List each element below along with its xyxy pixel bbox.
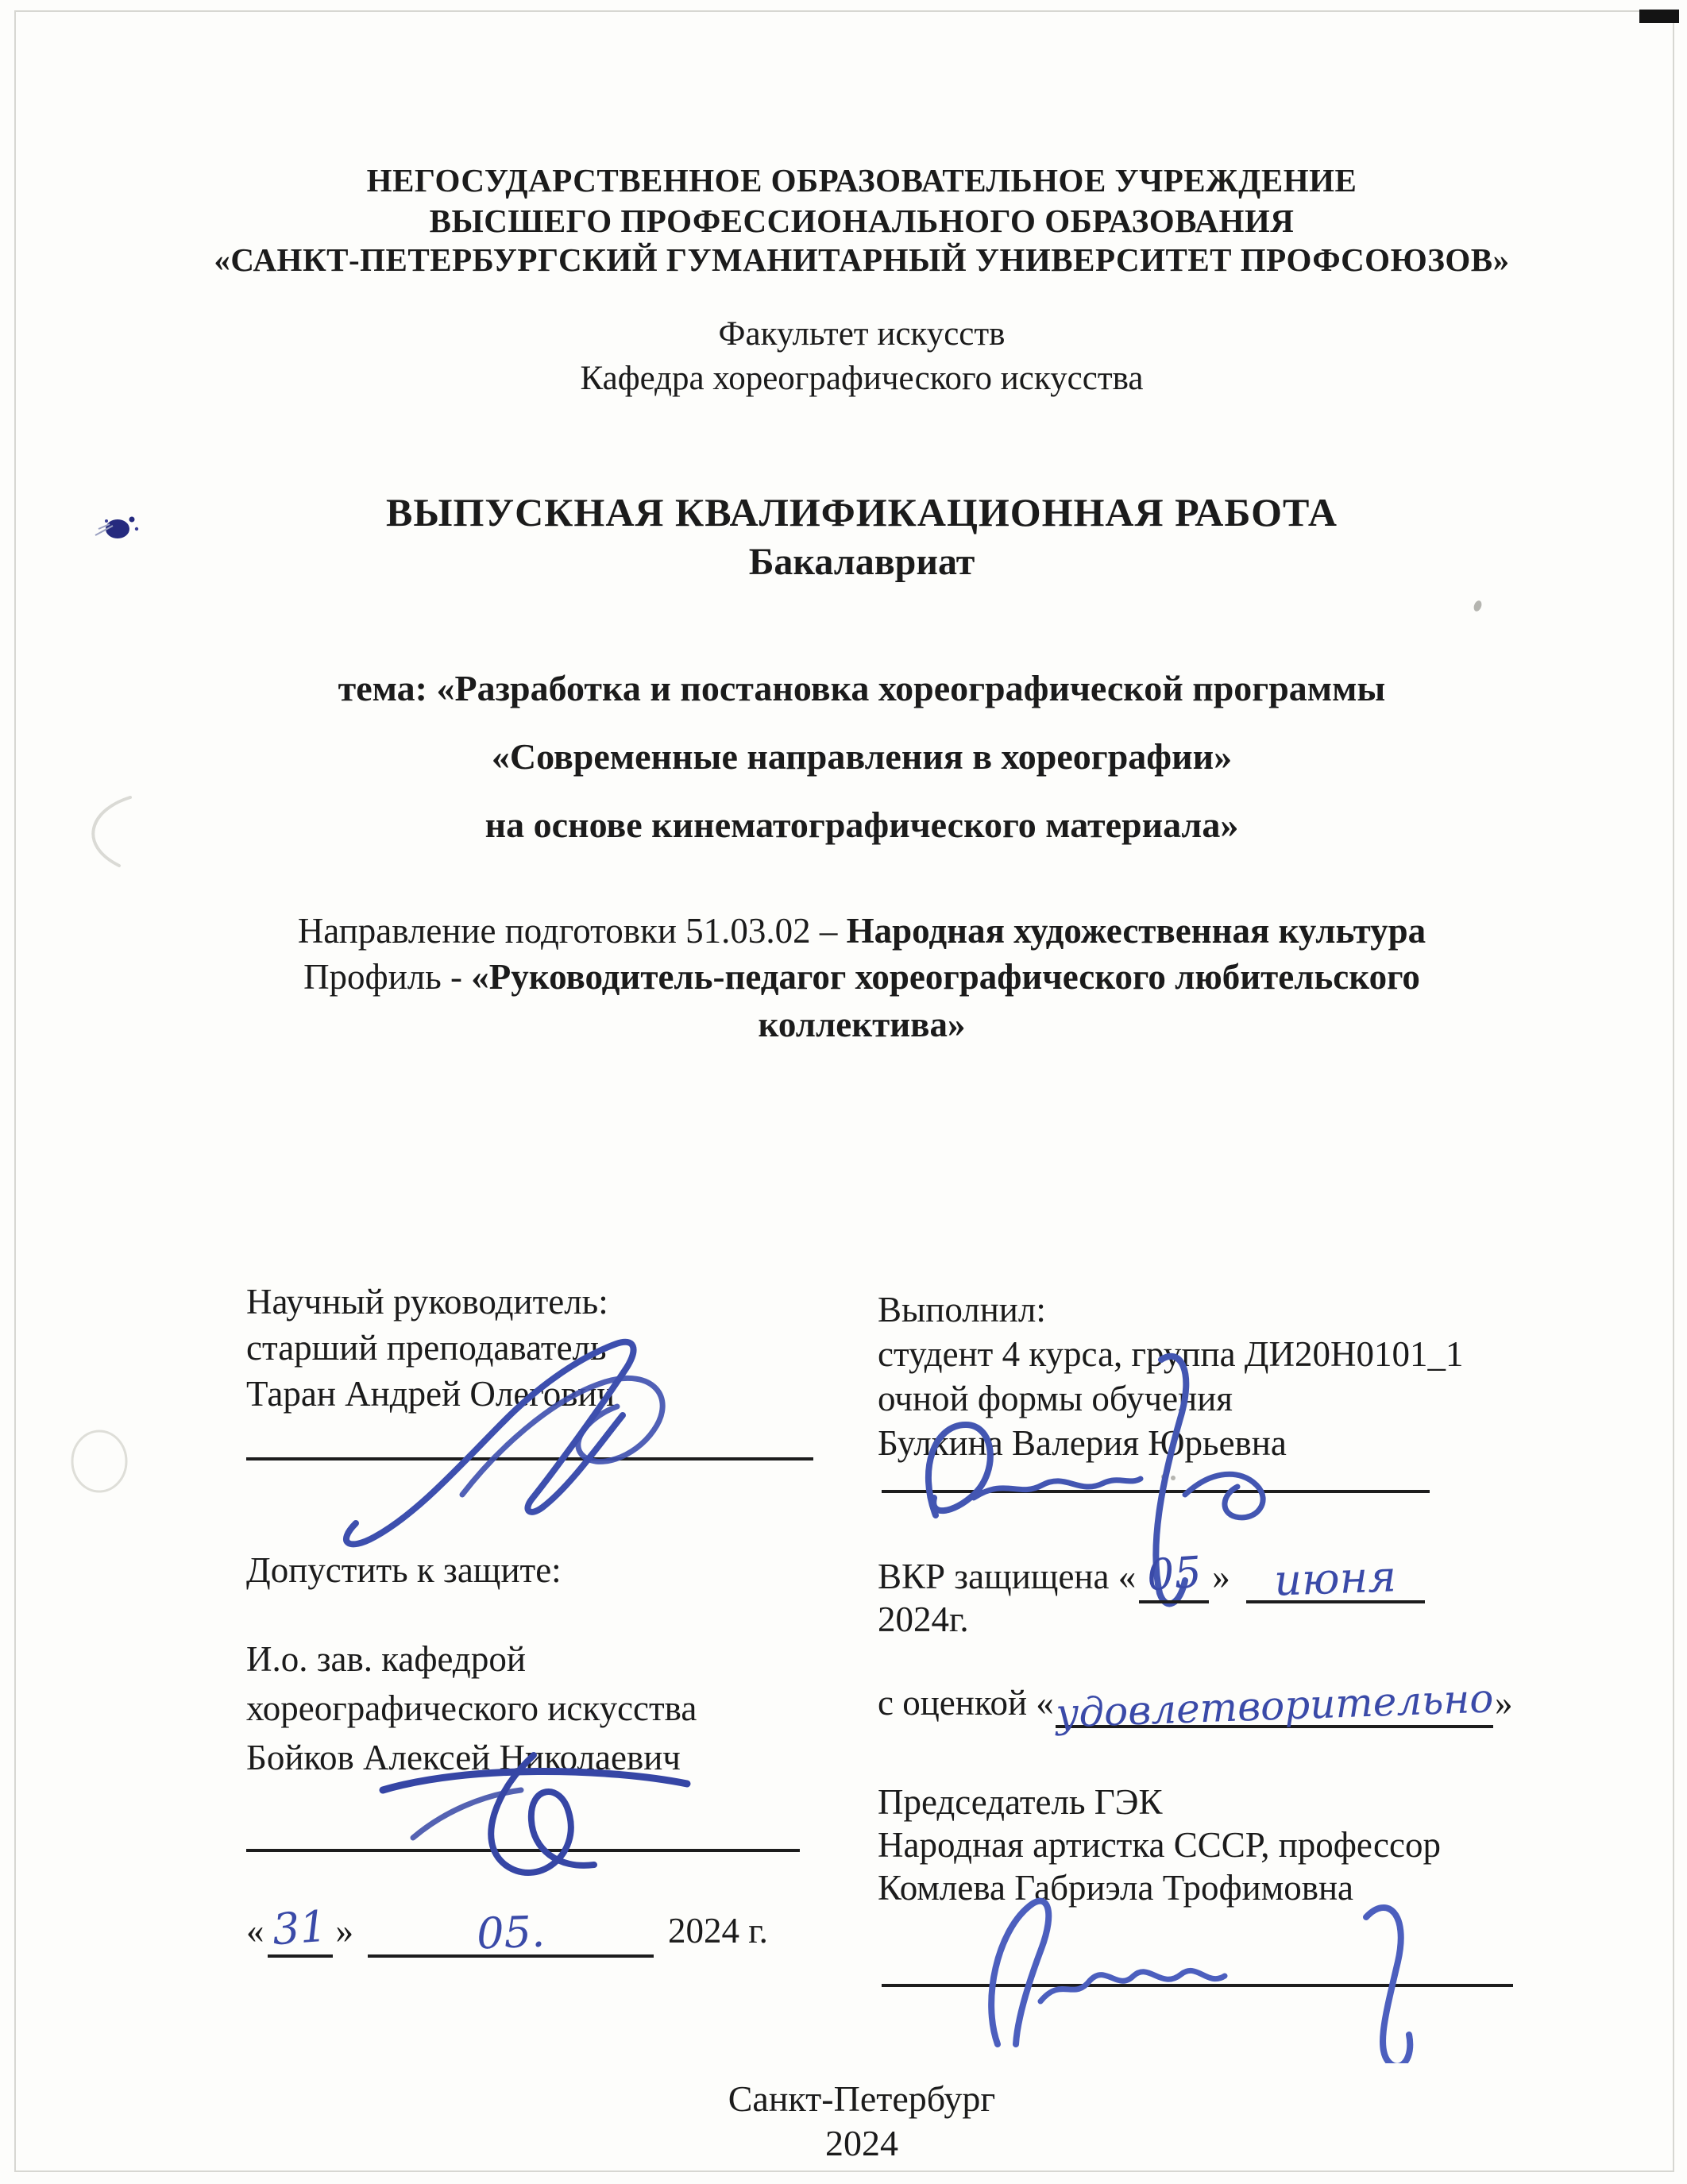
footer-year: 2024: [825, 2123, 898, 2163]
theme-line1: тема: «Разработка и постановка хореографической программы: [338, 668, 1386, 708]
footer-city: Санкт-Петербург: [728, 2078, 996, 2119]
admission-position2: хореографического искусства: [246, 1688, 697, 1728]
defense-month-handwritten: июня: [1273, 1551, 1398, 1606]
direction-value: Народная художественная культура: [846, 911, 1426, 951]
admission-day-slot: [268, 1900, 333, 1958]
author-detail2: очной формы обучения: [878, 1379, 1233, 1418]
grade-slot: [1055, 1675, 1495, 1737]
direction-line: [64, 910, 1660, 951]
author-label: Выполнил:: [878, 1290, 1046, 1329]
grade-close-quote: »: [1495, 1683, 1513, 1723]
grade-handwritten: удовлетворительно: [1055, 1675, 1495, 1737]
admission-name: Бойков Алексей Николаевич: [246, 1738, 681, 1777]
chairman-name: Комлева Габриэла Трофимовна: [878, 1868, 1354, 1908]
admission-open-quote: «: [246, 1911, 264, 1951]
defense-date-row: [878, 1546, 1425, 1606]
admission-position1: И.о. зав. кафедрой: [246, 1639, 526, 1679]
supervisor-signature: [342, 1334, 755, 1557]
defense-month-slot: [1246, 1549, 1425, 1606]
supervisor-position: старший преподаватель: [246, 1328, 607, 1368]
admission-date-row: [246, 1900, 768, 1959]
defense-close-quote: »: [1212, 1557, 1230, 1596]
degree-level: Бакалавриат: [748, 541, 975, 583]
defense-day-slot: [1139, 1546, 1209, 1603]
scan-speck: [1473, 600, 1483, 612]
faculty-line: Факультет искусств: [718, 315, 1006, 353]
theme-line2: «Современные направления в хореографии»: [491, 736, 1233, 777]
theme-line3: на основе кинематографического материала»: [484, 805, 1239, 845]
author-detail1: студент 4 курса, группа ДИ20Н0101_1: [878, 1334, 1464, 1374]
profile-line1: [64, 956, 1660, 997]
profile-value-line2: коллектива»: [758, 1005, 966, 1044]
chairman-label: Председатель ГЭК: [878, 1782, 1163, 1822]
admission-close-quote: »: [335, 1911, 353, 1951]
admission-day-handwritten: 31: [270, 1900, 329, 1955]
supervisor-name: Таран Андрей Олегович: [246, 1374, 616, 1414]
chairman-signature: [921, 1889, 1493, 2063]
profile-value-line1: «Руководитель-педагог хореографического любительского: [471, 957, 1420, 997]
scan-corner-mark: [1639, 10, 1679, 23]
department-line: Кафедра хореографического искусства: [580, 360, 1144, 397]
grade-prefix: с оценкой «: [878, 1683, 1054, 1723]
defense-year: 2024г.: [878, 1599, 969, 1639]
chairman-title: Народная артистка СССР, профессор: [878, 1825, 1441, 1865]
defense-day-handwritten: 05: [1145, 1546, 1203, 1601]
direction-label: Направление подготовки 51.03.02 –: [297, 911, 847, 951]
admission-signature: [365, 1744, 707, 1895]
org-name-line3: «САНКТ-ПЕТЕРБУРГСКИЙ ГУМАНИТАРНЫЙ УНИВЕРСИТЕТ ПРОФСОЮЗОВ»: [214, 241, 1510, 278]
supervisor-label: Научный руководитель:: [246, 1282, 608, 1322]
org-name-line2: ВЫСШЕГО ПРОФЕССИОНАЛЬНОГО ОБРАЗОВАНИЯ: [429, 203, 1295, 239]
work-type-title: ВЫПУСКНАЯ КВАЛИФИКАЦИОННАЯ РАБОТА: [386, 490, 1338, 534]
defense-prefix: ВКР защищена «: [878, 1557, 1137, 1596]
admission-month-slot: [368, 1903, 654, 1958]
punch-hole-circle: [68, 1428, 130, 1495]
author-name: Булкина Валерия Юрьевна: [878, 1423, 1287, 1463]
admission-month-handwritten: 05.: [476, 1906, 546, 1959]
profile-label: Профиль -: [303, 957, 472, 997]
admission-label: Допустить к защите:: [246, 1550, 562, 1590]
admission-year: 2024 г.: [668, 1911, 768, 1951]
org-name-line1: НЕГОСУДАРСТВЕННОЕ ОБРАЗОВАТЕЛЬНОЕ УЧРЕЖДЕНИЕ: [366, 162, 1357, 199]
grade-row: [878, 1675, 1513, 1737]
